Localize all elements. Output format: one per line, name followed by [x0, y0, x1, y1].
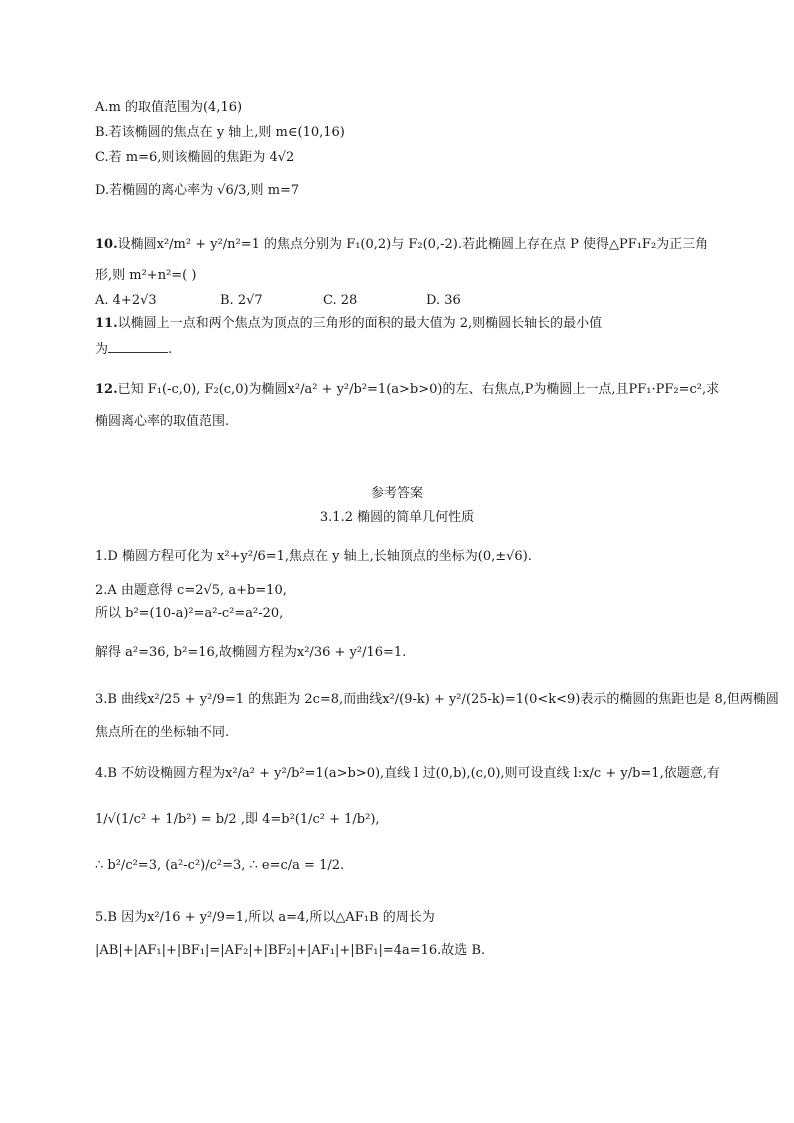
- question-10-text: 设椭圆x²/m² + y²/n²=1 的焦点分别为 F₁(0,2)与 F₂(0,-2).若此椭圆上存在点 P 使得△PF₁F₂为正三角: [117, 237, 709, 252]
- question-10-options: [95, 293, 461, 309]
- q10-option-d: D. 36: [426, 293, 461, 308]
- answer-2-line2: 所以 b²=(10-a)²=a²-c²=a²-20,: [95, 606, 284, 621]
- option-c: C.若 m=6,则该椭圆的焦距为 4√2: [95, 150, 295, 165]
- question-12-number: 12.: [95, 382, 118, 397]
- question-11-line1: [95, 316, 602, 332]
- answer-1: 1.D 椭圆方程可化为 x²+y²/6=1,焦点在 y 轴上,长轴顶点的坐标为(0,±√6).: [95, 549, 532, 564]
- question-11-line2: [95, 340, 172, 358]
- answer-5-line1: 5.B 因为x²/16 + y²/9=1,所以 a=4,所以△AF₁B 的周长为: [95, 910, 435, 925]
- question-12-line1: [95, 382, 719, 398]
- answer-3-line1: 3.B 曲线x²/25 + y²/9=1 的焦距为 2c=8,而曲线x²/(9-k) + y²/(25-k)=1(0<k<9)表示的椭圆的焦距也是 8,但两椭圆: [95, 692, 779, 707]
- q10-option-a: A. 4+2√3: [95, 293, 157, 308]
- q10-option-b: B. 2√7: [220, 293, 263, 308]
- question-12-text: 已知 F₁(-c,0), F₂(c,0)为椭圆x²/a² + y²/b²=1(a>b>0)的左、右焦点,P为椭圆上一点,且PF₁·PF₂=c²,求: [117, 382, 720, 397]
- answer-2-line3: 解得 a²=36, b²=16,故椭圆方程为x²/36 + y²/16=1.: [95, 645, 407, 660]
- option-b: B.若该椭圆的焦点在 y 轴上,则 m∈(10,16): [95, 125, 345, 140]
- q11-prefix: 为: [95, 342, 109, 357]
- question-12-line2: 椭圆离心率的取值范围.: [95, 414, 230, 429]
- q10-option-c: C. 28: [323, 293, 358, 308]
- answer-4-line2: 1/√(1/c² + 1/b²) = b/2 ,即 4=b²(1/c² + 1/b²),: [95, 812, 380, 827]
- option-a: A.m 的取值范围为(4,16): [95, 100, 243, 115]
- question-10-line2: 形,则 m²+n²=( ): [95, 268, 197, 283]
- answer-blank[interactable]: [108, 340, 168, 353]
- q11-suffix: .: [168, 342, 173, 357]
- question-11-number: 11.: [95, 316, 118, 331]
- answer-4-line3: ∴ b²/c²=3, (a²-c²)/c²=3, ∴ e=c/a = 1/2.: [95, 858, 345, 873]
- answers-subtitle: 3.1.2 椭圆的简单几何性质: [319, 510, 475, 525]
- question-10-number: 10.: [95, 237, 118, 252]
- option-d: D.若椭圆的离心率为 √6/3,则 m=7: [95, 183, 300, 198]
- answer-4-line1: 4.B 不妨设椭圆方程为x²/a² + y²/b²=1(a>b>0),直线 l 过(0,b),(c,0),则可设直线 l:x/c + y/b=1,依题意,有: [95, 766, 720, 781]
- question-10-line1: [95, 237, 708, 253]
- answer-3-line2: 焦点所在的坐标轴不同.: [95, 725, 230, 740]
- answer-2-line1: 2.A 由题意得 c=2√5, a+b=10,: [95, 583, 287, 598]
- question-11-text: 以椭圆上一点和两个焦点为顶点的三角形的面积的最大值为 2,则椭圆长轴长的最小值: [117, 316, 603, 331]
- answer-5-line2: |AB|+|AF₁|+|BF₁|=|AF₂|+|BF₂|+|AF₁|+|BF₁|=4a=16.故选 B.: [95, 943, 486, 958]
- answers-title: 参考答案: [370, 486, 423, 501]
